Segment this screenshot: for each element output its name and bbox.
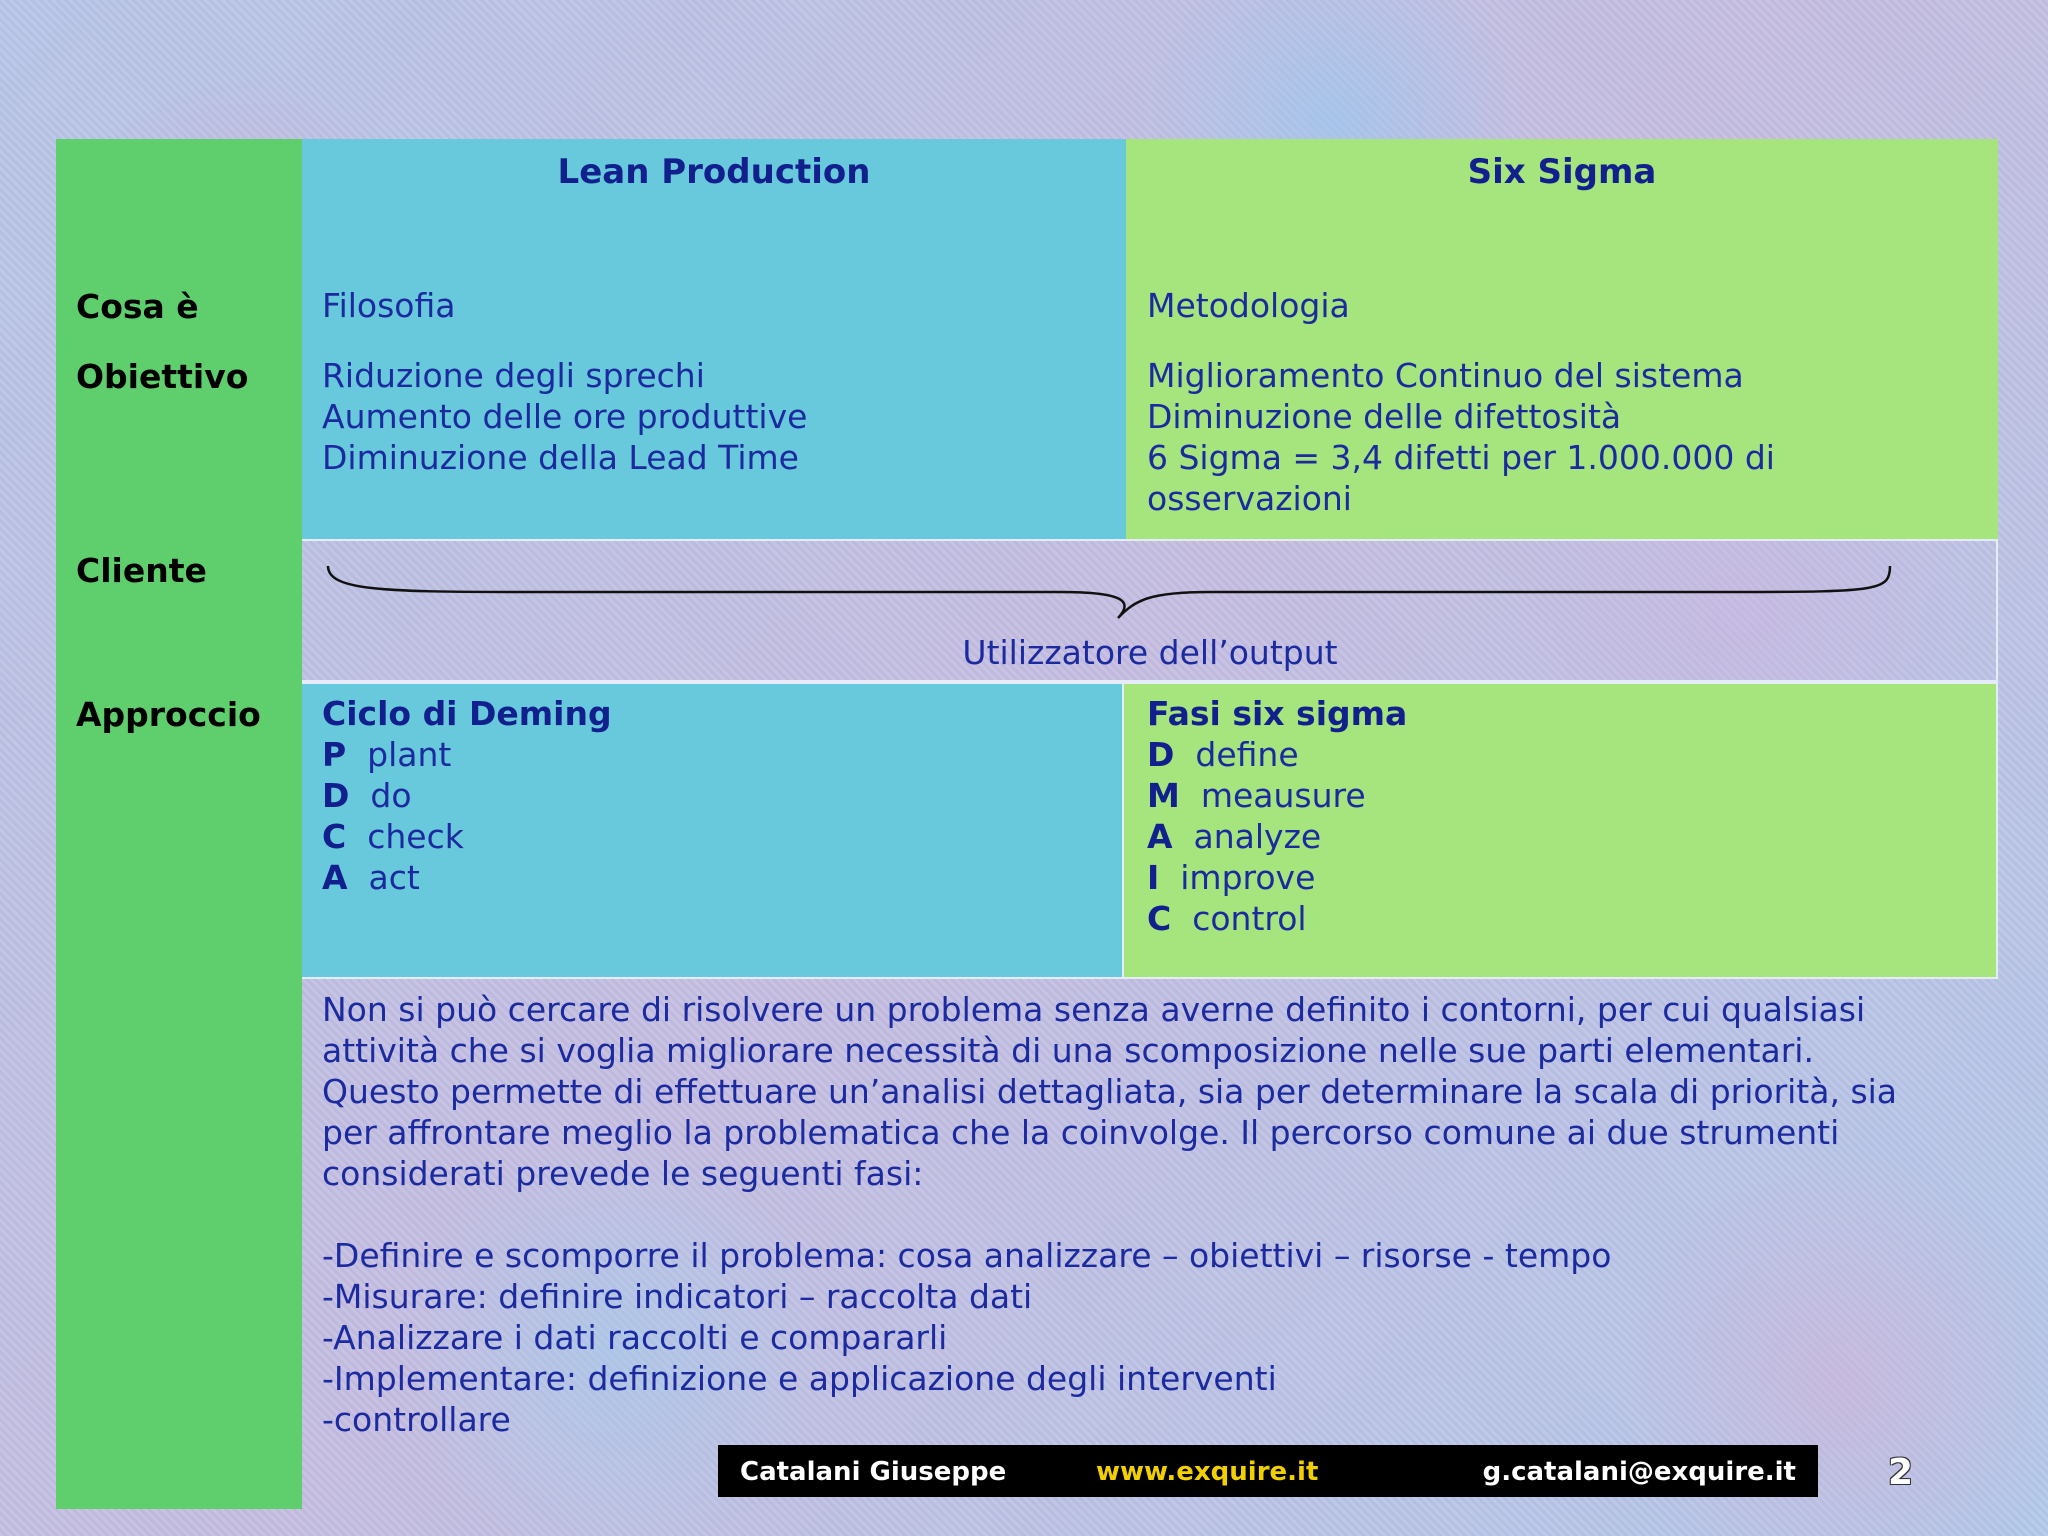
- label-obiettivo: Obiettivo: [76, 357, 249, 396]
- step-letter: A: [322, 858, 348, 897]
- paragraph-line: considerati prevede le seguenti fasi:: [322, 1154, 924, 1193]
- obiettivo-six-line: Miglioramento Continuo del sistema: [1147, 356, 1744, 395]
- lean-column-top: [302, 139, 1126, 539]
- paragraph-line: Non si può cercare di risolvere un problema senza averne definito i contorni, per cui qualsiasi: [322, 990, 1866, 1029]
- deming-cycle: [322, 693, 612, 898]
- six-step: [1147, 857, 1407, 898]
- step-letter: A: [1147, 817, 1173, 856]
- step-letter: D: [1147, 735, 1175, 774]
- six-step: [1147, 816, 1407, 857]
- curly-brace-icon: [320, 560, 1900, 620]
- description-paragraph: [322, 989, 1992, 1440]
- step-word: analyze: [1193, 817, 1322, 856]
- footer-email[interactable]: g.catalani@exquire.it: [1482, 1457, 1796, 1487]
- obiettivo-six-line: osservazioni: [1147, 479, 1352, 518]
- phase-item: -Implementare: definizione e applicazione degli interventi: [322, 1359, 1277, 1398]
- label-cosa-e: Cosa è: [76, 287, 199, 326]
- step-letter: M: [1147, 776, 1180, 815]
- six-step: [1147, 734, 1407, 775]
- footer-website[interactable]: www.exquire.it: [1096, 1457, 1319, 1487]
- phase-item: -Analizzare i dati raccolti e compararli: [322, 1318, 948, 1357]
- paragraph-line: attività che si voglia migliorare necessità di una scomposizione nelle sue parti elementari.: [322, 1031, 1814, 1070]
- obiettivo-lean: [322, 355, 807, 478]
- label-approccio: Approccio: [76, 695, 261, 734]
- header-six-sigma: Six Sigma: [1467, 152, 1657, 192]
- cosa-six-sigma: Metodologia: [1147, 286, 1350, 325]
- label-column: [56, 139, 302, 1509]
- obiettivo-six-line: Diminuzione delle difettosità: [1147, 397, 1622, 436]
- obiettivo-lean-line: Riduzione degli sprechi: [322, 356, 705, 395]
- step-word: define: [1195, 735, 1299, 774]
- phase-item: -Misurare: definire indicatori – raccolta dati: [322, 1277, 1033, 1316]
- deming-step: [322, 734, 612, 775]
- step-word: meausure: [1200, 776, 1366, 815]
- obiettivo-lean-line: Diminuzione della Lead Time: [322, 438, 799, 477]
- step-letter: I: [1147, 858, 1160, 897]
- deming-step: [322, 857, 612, 898]
- step-letter: P: [322, 735, 347, 774]
- footer-bar: [718, 1445, 1818, 1497]
- phase-item: -Definire e scomporre il problema: cosa analizzare – obiettivi – risorse - tempo: [322, 1236, 1612, 1275]
- page-number: 2: [1888, 1452, 1914, 1493]
- six-sigma-phases: [1147, 693, 1407, 939]
- label-cliente: Cliente: [76, 551, 207, 590]
- step-word: control: [1192, 899, 1307, 938]
- cliente-value: Utilizzatore dell’output: [962, 633, 1338, 672]
- step-word: check: [367, 817, 464, 856]
- header-lean-production: Lean Production: [557, 152, 871, 192]
- step-letter: C: [322, 817, 347, 856]
- obiettivo-six-sigma: [1147, 355, 1775, 519]
- step-word: act: [368, 858, 420, 897]
- deming-step: [322, 816, 612, 857]
- step-word: improve: [1180, 858, 1316, 897]
- footer-author: Catalani Giuseppe: [740, 1457, 1007, 1487]
- deming-title: Ciclo di Deming: [322, 694, 612, 733]
- deming-step: [322, 775, 612, 816]
- cosa-lean: Filosofia: [322, 286, 456, 325]
- six-sigma-title: Fasi six sigma: [1147, 694, 1408, 733]
- step-letter: C: [1147, 899, 1172, 938]
- six-step: [1147, 775, 1407, 816]
- paragraph-line: per affrontare meglio la problematica che la coinvolge. Il percorso comune ai due strumenti: [322, 1113, 1840, 1152]
- phase-item: -controllare: [322, 1400, 511, 1439]
- step-word: plant: [367, 735, 452, 774]
- six-step: [1147, 898, 1407, 939]
- paragraph-line: Questo permette di effettuare un’analisi dettagliata, sia per determinare la scala di priorità, sia: [322, 1072, 1898, 1111]
- obiettivo-six-line: 6 Sigma = 3,4 difetti per 1.000.000 di: [1147, 438, 1775, 477]
- step-letter: D: [322, 776, 350, 815]
- step-word: do: [370, 776, 412, 815]
- obiettivo-lean-line: Aumento delle ore produttive: [322, 397, 808, 436]
